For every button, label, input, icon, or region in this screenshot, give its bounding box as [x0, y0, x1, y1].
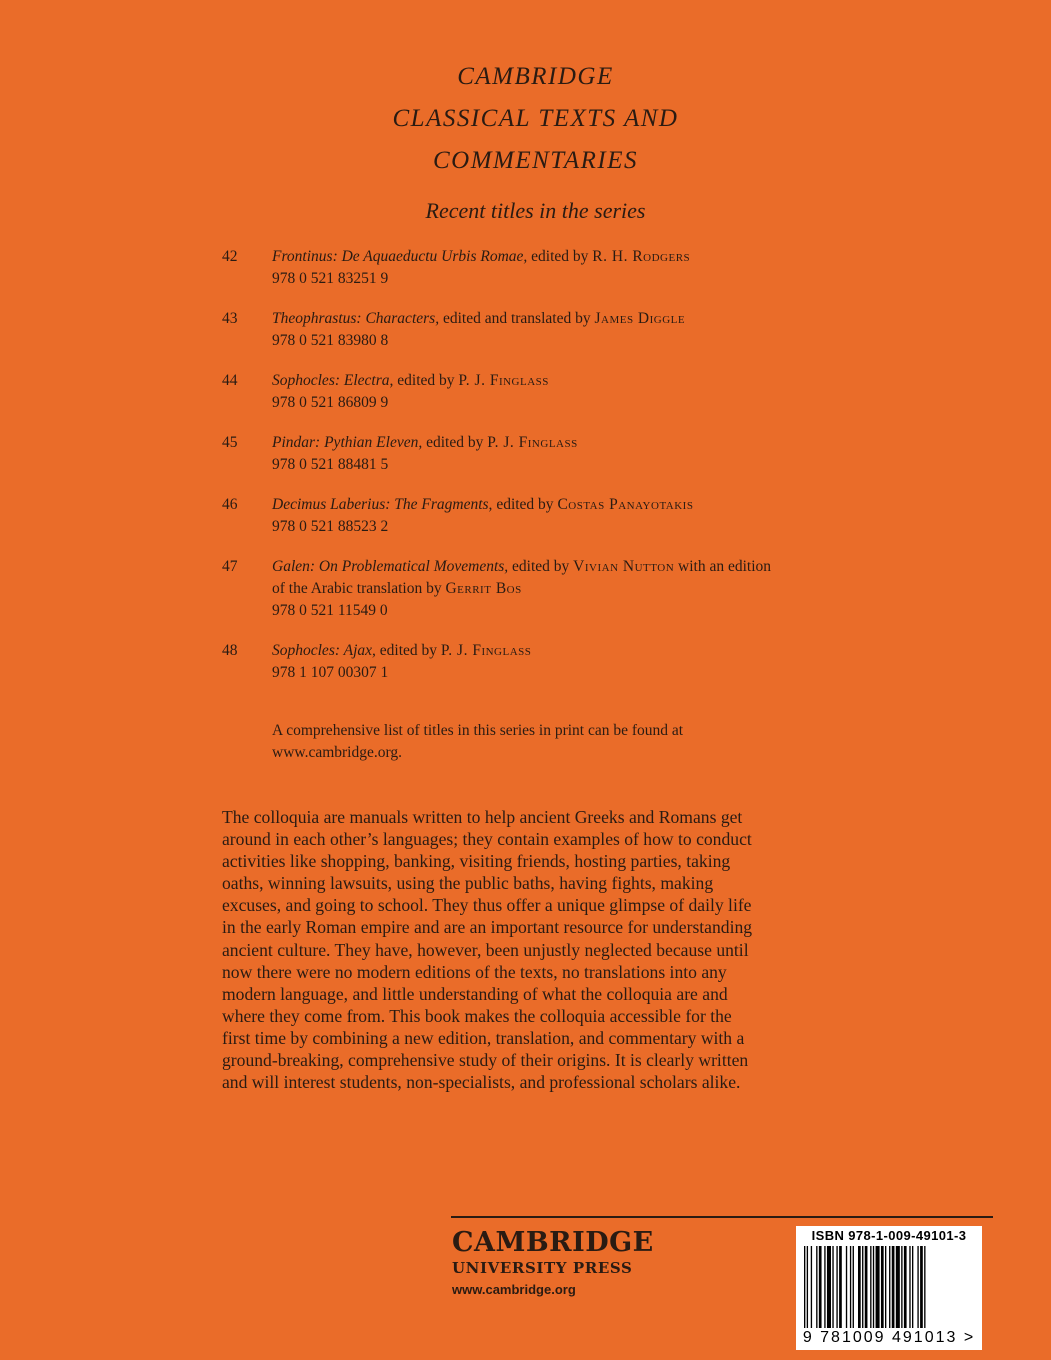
barcode-bar: [846, 1246, 847, 1328]
barcode-bar: [850, 1246, 851, 1328]
series-title-line: CLASSICAL TEXTS AND: [392, 105, 679, 132]
title-editor: R. H. Rodgers: [592, 248, 691, 265]
title-role: edited and translated by: [439, 310, 595, 327]
divider-rule: [451, 1216, 993, 1218]
title-work: Sophocles: Electra,: [272, 372, 394, 389]
title-entry: [222, 246, 782, 290]
barcode-bar: [881, 1246, 884, 1328]
title-number: 42: [222, 248, 238, 265]
barcode-bar: [865, 1246, 868, 1328]
title-editor: P. J. Finglass: [487, 434, 578, 451]
title-role: edited by: [422, 434, 488, 451]
title-number: 48: [222, 642, 238, 659]
title-translator: Gerrit Bos: [445, 580, 522, 597]
title-isbn: 978 0 521 83251 9: [272, 270, 389, 287]
title-work: Frontinus: De Aquaeductu Urbis Romae,: [272, 248, 528, 265]
title-entry: [222, 370, 782, 414]
title-isbn: 978 0 521 88523 2: [272, 518, 389, 535]
barcode-bar: [904, 1246, 907, 1328]
barcode-bar: [873, 1246, 874, 1328]
barcode-bars: [802, 1246, 976, 1330]
barcode-bar: [912, 1246, 913, 1328]
title-isbn: 978 0 521 83980 8: [272, 332, 389, 349]
recent-titles-list: [222, 246, 782, 702]
barcode-bar: [804, 1246, 805, 1328]
title-role: edited by: [492, 496, 558, 513]
title-editor: P. J. Finglass: [458, 372, 549, 389]
barcode-bar: [858, 1246, 861, 1328]
barcode-bar: [892, 1246, 895, 1328]
barcode-bar: [811, 1246, 812, 1328]
title-work: Theophrastus: Characters,: [272, 310, 440, 327]
barcode-bar: [827, 1246, 831, 1328]
title-entry: [222, 494, 782, 538]
title-entry: [222, 640, 782, 684]
isbn-label: ISBN 978-1-009-49101-3: [811, 1228, 967, 1243]
title-entry: [222, 308, 782, 352]
title-isbn: 978 1 107 00307 1: [272, 664, 389, 681]
barcode-digits: 9 781009 491013 >: [802, 1329, 976, 1346]
barcode-bar: [853, 1246, 854, 1328]
barcode-bar: [924, 1246, 925, 1328]
title-editor: Vivian Nutton: [573, 558, 675, 575]
title-work: Sophocles: Ajax,: [272, 642, 376, 659]
publisher-press: UNIVERSITY PRESS: [452, 1259, 633, 1277]
barcode-bar: [824, 1246, 825, 1328]
title-number: 46: [222, 496, 238, 513]
barcode-bar: [917, 1246, 918, 1328]
barcode-bar: [807, 1246, 808, 1328]
title-role: edited by: [375, 642, 441, 659]
title-role: edited by: [508, 558, 574, 575]
title-work: Decimus Laberius: The Fragments,: [272, 496, 493, 513]
barcode-bar: [832, 1246, 833, 1328]
barcode-bar: [816, 1246, 817, 1328]
title-isbn: 978 0 521 86809 9: [272, 394, 389, 411]
series-list-note: A comprehensive list of titles in this series in print can be found at www.cambridge.org.: [272, 722, 684, 761]
title-editor: James Diggle: [594, 310, 686, 327]
title-number: 47: [222, 558, 238, 575]
title-role: edited by: [527, 248, 593, 265]
publisher-logo: [452, 1228, 654, 1302]
title-entry: [222, 432, 782, 476]
series-title: [0, 56, 1051, 182]
title-isbn: 978 0 521 11549 0: [272, 602, 388, 619]
publisher-name: CAMBRIDGE: [452, 1227, 654, 1258]
title-entry: [222, 556, 782, 622]
title-work: Galen: On Problematical Movements,: [272, 558, 509, 575]
publisher-website: www.cambridge.org: [452, 1282, 576, 1297]
recent-titles-heading: Recent titles in the series: [425, 198, 646, 223]
barcode-bar: [819, 1246, 822, 1328]
barcode-bar: [920, 1246, 923, 1328]
title-number: 45: [222, 434, 238, 451]
barcode-bar: [862, 1246, 863, 1328]
title-editor: Costas Panayotakis: [557, 496, 694, 513]
barcode-bar: [885, 1246, 886, 1328]
title-number: 44: [222, 372, 238, 389]
barcode-bar: [839, 1246, 842, 1328]
barcode-bar: [901, 1246, 902, 1328]
barcode-bar: [876, 1246, 880, 1328]
title-isbn: 978 0 521 88481 5: [272, 456, 389, 473]
barcode-bar: [870, 1246, 871, 1328]
title-work: Pindar: Pythian Eleven,: [272, 434, 423, 451]
title-role: edited by: [393, 372, 459, 389]
book-description: The colloquia are manuals written to help ancient Greeks and Romans get around in each other’s languages; they contain examples of how to conduct activities like shopping, banking, visiting friends, hosting parties, taking oaths, winning lawsuits, using the public baths, having fights, making excuses, and going to school. They thus offer a unique glimpse of daily life in the early Roman empire and are an important resource for understanding ancient culture. They have, however, been unjustly neglected because until now there were no modern editions of the texts, no translations into any modern language, and little understanding of what the colloquia are and where they come from. This book makes the colloquia accessible for the first time by combining a new edition, translation, and commentary with a ground-breaking, comprehensive study of their origins. It is clearly written and will interest students, non-specialists, and professional scholars alike.: [222, 807, 753, 1093]
title-number: 43: [222, 310, 238, 327]
isbn-barcode: [796, 1226, 982, 1350]
title-editor: P. J. Finglass: [440, 642, 532, 659]
series-title-line: CAMBRIDGE: [457, 63, 614, 90]
barcode-bar: [889, 1246, 890, 1328]
barcode-bar: [836, 1246, 837, 1328]
barcode-bar: [896, 1246, 900, 1328]
title-extra: with an edition of the Arabic translation by: [272, 558, 772, 597]
barcode-bar: [909, 1246, 910, 1328]
series-title-line: COMMENTARIES: [432, 147, 638, 174]
